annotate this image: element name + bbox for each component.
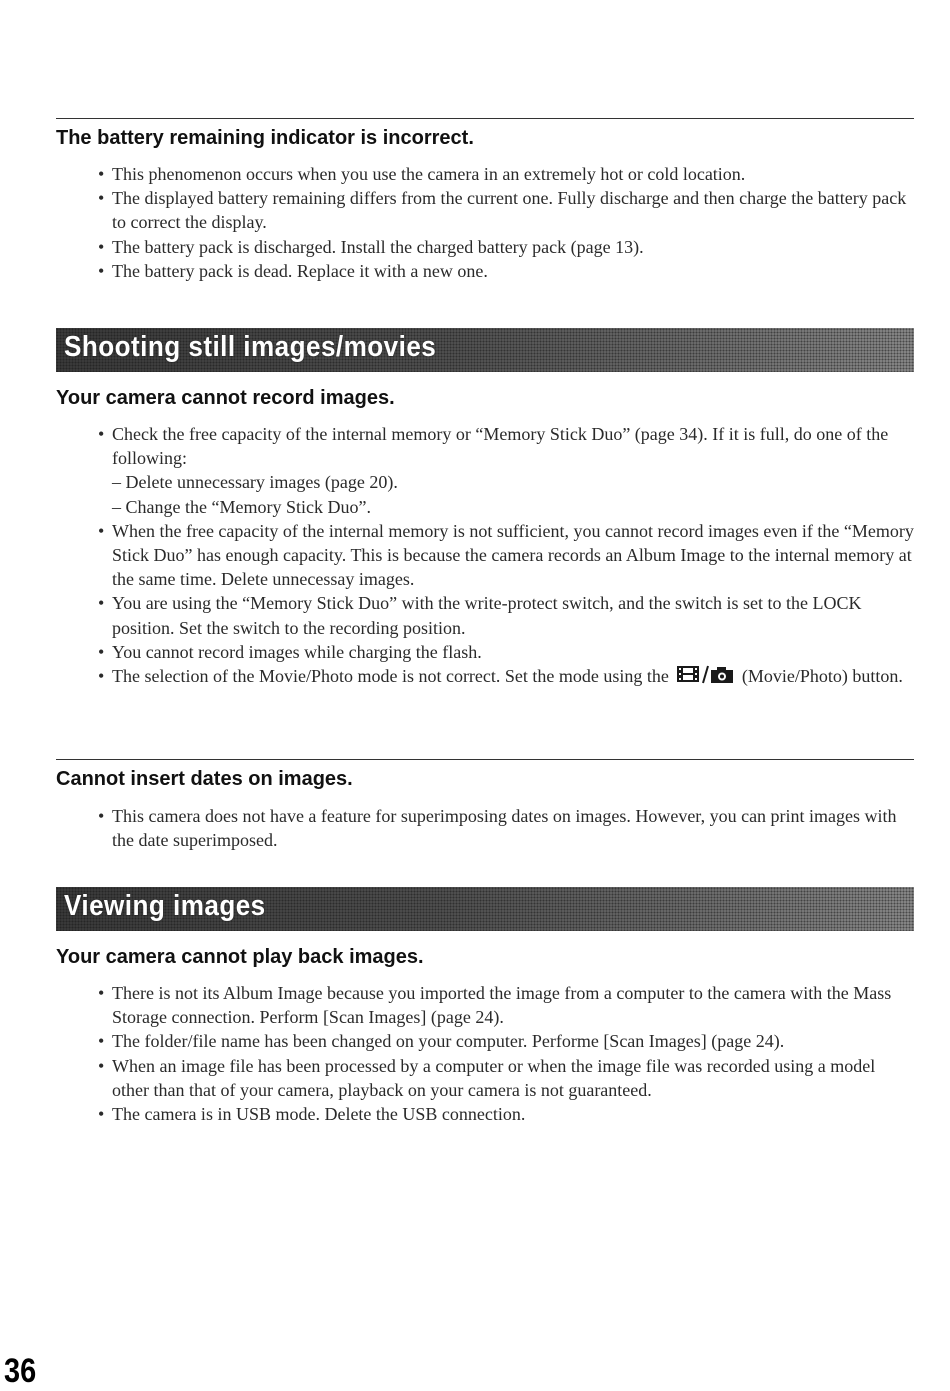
- list-item: • The camera is in USB mode. Delete the USB connection.: [98, 1102, 916, 1126]
- banner-title: Viewing images: [64, 890, 266, 922]
- list-item-text: The selection of the Movie/Photo mode is not correct. Set the mode using the: [112, 666, 669, 687]
- list-item: • The displayed battery remaining differs from the current one. Fully discharge and then charge the battery pack to correct the display.: [98, 186, 916, 234]
- section-banner-shooting: [56, 328, 914, 372]
- list-item: • There is not its Album Image because you imported the image from a computer to the camera with the Mass Storage connection. Perform [Scan Images] (page 24).: [98, 981, 916, 1029]
- list-item: • Check the free capacity of the internal memory or “Memory Stick Duo” (page 34). If it is full, do one of the following:: [98, 422, 916, 470]
- movie-photo-icon: [676, 664, 734, 690]
- section-heading-battery: The battery remaining indicator is incorrect.: [56, 127, 474, 149]
- battery-bullet-list: [98, 162, 916, 283]
- playback-bullet-list: [98, 981, 916, 1126]
- list-item: • The folder/file name has been changed on your computer. Performe [Scan Images] (page 24).: [98, 1029, 916, 1053]
- list-item: • This camera does not have a feature for superimposing dates on images. However, you can print images with the date superimposed.: [98, 804, 916, 852]
- list-item: • The battery pack is dead. Replace it with a new one.: [98, 259, 916, 283]
- page-number: 36: [4, 1352, 37, 1390]
- list-item: • When an image file has been processed by a computer or when the image file was recorded using a model other than that of your camera, playback on your camera is not guaranteed.: [98, 1054, 916, 1102]
- list-item: • The battery pack is discharged. Install the charged battery pack (page 13).: [98, 235, 916, 259]
- section-divider: [56, 759, 914, 760]
- section-heading-playback: Your camera cannot play back images.: [56, 946, 424, 968]
- list-item: • You are using the “Memory Stick Duo” with the write-protect switch, and the switch is set to the LOCK position. Set the switch to the recording position.: [98, 591, 916, 639]
- section-heading-dates: Cannot insert dates on images.: [56, 768, 353, 790]
- list-item: • You cannot record images while charging the flash.: [98, 640, 916, 664]
- list-item: • This phenomenon occurs when you use the camera in an extremely hot or cold location.: [98, 162, 916, 186]
- list-item: • When the free capacity of the internal memory is not sufficient, you cannot record images even if the “Memory Stick Duo” has enough capacity. This is because the camera records an Album Image to the internal memory at the same time. Delete unnecessay images.: [98, 519, 916, 592]
- list-item: [98, 664, 916, 690]
- top-divider: [56, 118, 914, 119]
- record-bullet-list: [98, 422, 916, 690]
- dates-bullet-list: [98, 804, 916, 852]
- banner-title: Shooting still images/movies: [64, 331, 437, 363]
- section-banner-viewing: [56, 887, 914, 931]
- section-heading-cannot-record: Your camera cannot record images.: [56, 387, 395, 409]
- list-subitem: – Delete unnecessary images (page 20).: [112, 472, 398, 493]
- list-subitem: – Change the “Memory Stick Duo”.: [112, 496, 371, 517]
- list-item-text: (Movie/Photo) button.: [741, 666, 903, 687]
